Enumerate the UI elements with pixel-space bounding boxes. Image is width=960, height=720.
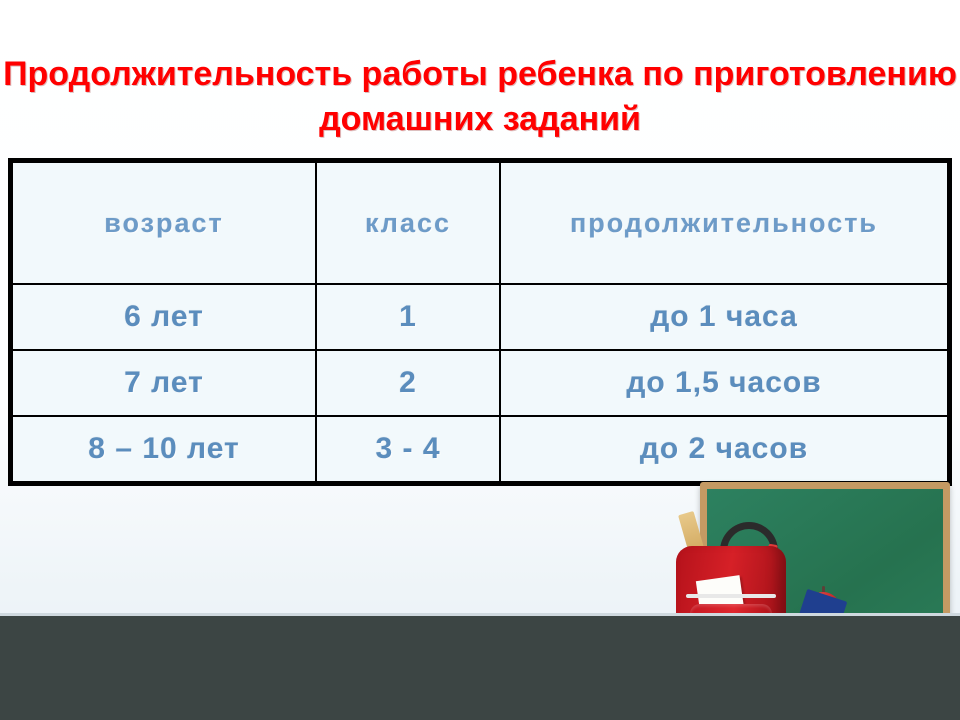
cell-age: 6 лет [12,284,316,350]
table [11,161,949,483]
backpack-zipper [686,594,776,598]
cell-age: 7 лет [12,350,316,416]
cell-class: 2 [316,350,500,416]
table-header-duration: продолжительность [500,162,948,284]
table-row [12,416,948,482]
cell-duration: до 1 часа [500,284,948,350]
table-header-row [12,162,948,284]
table-row [12,350,948,416]
table-header-age: возраст [12,162,316,284]
page-title: Продолжительность работы ребенка по приготовлению домашних заданий [3,55,957,138]
floor-band [0,616,960,720]
cell-class: 3 - 4 [316,416,500,482]
cell-class: 1 [316,284,500,350]
duration-table [8,158,952,486]
cell-duration: до 2 часов [500,416,948,482]
table-row [12,284,948,350]
cell-duration: до 1,5 часов [500,350,948,416]
table-header-class: класс [316,162,500,284]
cell-age: 8 – 10 лет [12,416,316,482]
